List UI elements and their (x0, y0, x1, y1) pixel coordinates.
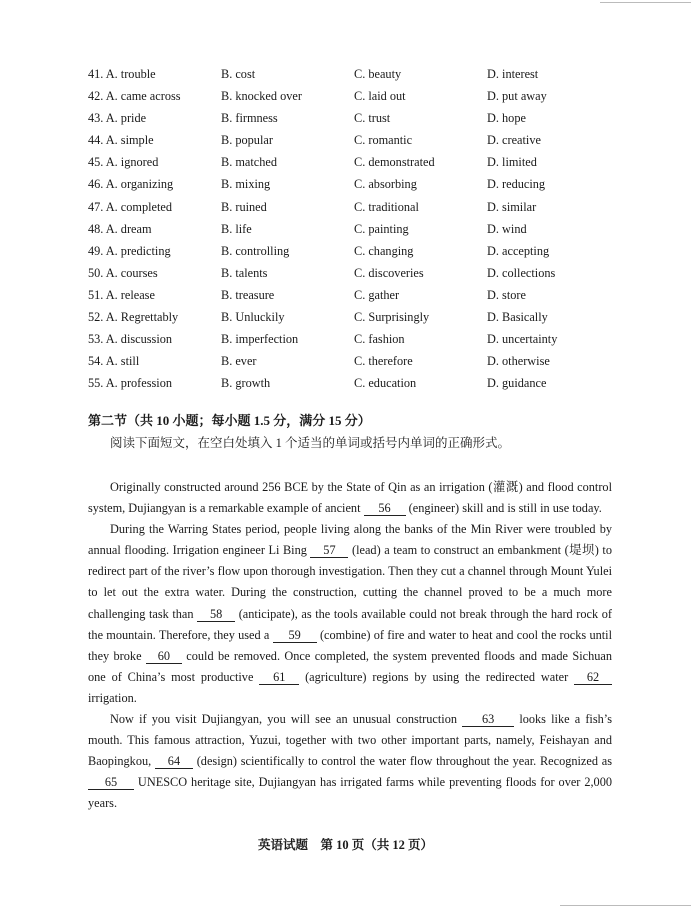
blank-57: 57 (310, 543, 348, 558)
option-a: 51. A. release (88, 287, 155, 302)
option-row (88, 328, 648, 350)
text: (combine) of fire and water to heat and cool the rocks until they broke (88, 627, 612, 663)
option-b: B. Unluckily (221, 310, 285, 325)
text: could be removed. Once completed, the system prevented floods and made Sichuan one of China’s most productive (88, 648, 612, 684)
text: (lead) a team to construct an embankment (堤坝) to redirect part of the river’s flow upon thorough investigation. Then they cut a channel through Mount Yulei to let out the extra water. During the construction, cutting the channel proved to be a much more challenging task than (88, 543, 612, 621)
text: Originally constructed around 256 BCE by the State of Qin as an irrigation (灌溉) and flood control system, Dujiangyan is a remarkable example of ancient (88, 480, 612, 516)
option-row (88, 218, 648, 240)
option-a: 53. A. discussion (88, 332, 173, 347)
option-b: B. cost (221, 67, 256, 81)
blank-62: 62 (574, 670, 612, 685)
option-b: B. matched (221, 155, 278, 170)
option-c: C. education (354, 376, 417, 391)
option-b: B. growth (221, 376, 271, 391)
paragraph-2 (88, 519, 612, 709)
option-c: C. laid out (354, 89, 406, 104)
option-a: 44. A. simple (88, 133, 154, 148)
blank-56: 56 (364, 501, 406, 516)
option-d: D. interest (487, 67, 539, 81)
option-d: D. Basically (487, 310, 548, 325)
option-b: B. life (221, 221, 252, 236)
option-d: D. store (487, 287, 526, 302)
blank-60: 60 (146, 649, 182, 664)
option-row (88, 262, 648, 284)
option-d: D. otherwise (487, 354, 550, 369)
section-title: 第二节（共 10 小题；每小题 1.5 分，满分 15 分） (88, 413, 371, 428)
scan-edge-top (600, 2, 691, 3)
option-d: D. collections (487, 265, 556, 280)
blank-64: 64 (155, 754, 193, 769)
option-a: 54. A. still (88, 354, 140, 369)
option-c: C. therefore (354, 354, 413, 369)
option-b: B. treasure (221, 287, 275, 302)
option-c: C. demonstrated (354, 155, 435, 170)
paragraph-1 (88, 477, 612, 519)
option-a: 41. A. trouble (88, 67, 156, 81)
option-a: 46. A. organizing (88, 177, 174, 192)
option-row (88, 85, 648, 107)
option-b: B. ever (221, 354, 257, 369)
option-c: C. changing (354, 243, 414, 258)
option-c: C. trust (354, 111, 391, 126)
option-row (88, 151, 648, 173)
option-row (88, 129, 648, 151)
paragraph-3 (88, 709, 612, 814)
option-b: B. talents (221, 265, 268, 280)
option-b: B. knocked over (221, 89, 302, 104)
text: (agriculture) regions by using the redirected water (299, 669, 574, 684)
option-c: C. absorbing (354, 177, 417, 192)
text: (anticipate), as the tools available could not break through the hard rock of the mountain. Therefore, they used a (88, 606, 612, 642)
option-d: D. reducing (487, 177, 546, 192)
blank-58: 58 (197, 607, 235, 622)
option-a: 47. A. completed (88, 199, 173, 214)
text: UNESCO heritage site, Dujiangyan has irrigated farms while preventing floods for over 2,000 years. (88, 775, 612, 811)
option-a: 55. A. profession (88, 376, 173, 391)
option-b: B. imperfection (221, 332, 299, 347)
blank-65: 65 (88, 775, 134, 790)
option-row (88, 63, 648, 85)
blank-63: 63 (462, 712, 514, 727)
option-b: B. mixing (221, 177, 271, 192)
option-row (88, 306, 648, 328)
option-b: B. firmness (221, 111, 278, 126)
option-a: 43. A. pride (88, 111, 147, 126)
option-a: 42. A. came across (88, 89, 181, 104)
option-b: B. popular (221, 133, 273, 148)
option-d: D. wind (487, 221, 527, 236)
option-row (88, 284, 648, 306)
text: looks like a fish’s mouth. This famous attraction, Yuzui, together with two other important parts, namely, Feishayan and Baopingkou, (88, 712, 612, 769)
page-footer: 英语试题 第 10 页（共 12 页） (257, 838, 433, 852)
option-c: C. Surprisingly (354, 310, 430, 325)
option-d: D. similar (487, 199, 537, 214)
option-d: D. accepting (487, 243, 550, 258)
option-row (88, 372, 648, 394)
option-c: C. discoveries (354, 265, 424, 280)
option-row (88, 240, 648, 262)
option-c: C. gather (354, 287, 400, 302)
option-a: 45. A. ignored (88, 155, 159, 170)
option-a: 49. A. predicting (88, 243, 171, 258)
option-d: D. hope (487, 111, 526, 126)
text: Now if you visit Dujiangyan, you will see an unusual construction (110, 712, 463, 727)
passage (88, 477, 612, 815)
option-c: C. beauty (354, 67, 402, 81)
option-row (88, 196, 648, 218)
scan-edge-bottom (560, 905, 691, 906)
text: (engineer) skill and is still in use today. (405, 501, 602, 516)
option-d: D. creative (487, 133, 541, 148)
option-row (88, 173, 648, 195)
option-c: C. fashion (354, 332, 405, 347)
option-a: 52. A. Regrettably (88, 310, 179, 325)
text: During the Warring States period, people living along the banks of the Min River were troubled by annual flooding. Irrigation engineer Li Bing (88, 522, 612, 558)
option-row (88, 350, 648, 372)
text: (design) scientifically to control the water flow throughout the year. Recognized as (192, 754, 612, 769)
blank-61: 61 (259, 670, 299, 685)
section-instruction: 阅读下面短文，在空白处填入 1 个适当的单词或括号内单词的正确形式。 (110, 436, 511, 450)
option-a: 48. A. dream (88, 221, 152, 236)
option-b: B. controlling (221, 243, 290, 258)
option-d: D. limited (487, 155, 537, 170)
option-d: D. uncertainty (487, 332, 558, 347)
option-c: C. romantic (354, 133, 413, 148)
option-c: C. painting (354, 221, 409, 236)
option-row (88, 107, 648, 129)
text: irrigation. (88, 690, 137, 705)
option-d: D. put away (487, 89, 547, 104)
option-c: C. traditional (354, 199, 419, 214)
option-a: 50. A. courses (88, 265, 158, 280)
option-b: B. ruined (221, 199, 267, 214)
options-table (88, 63, 648, 394)
option-d: D. guidance (487, 376, 547, 391)
blank-59: 59 (273, 628, 317, 643)
